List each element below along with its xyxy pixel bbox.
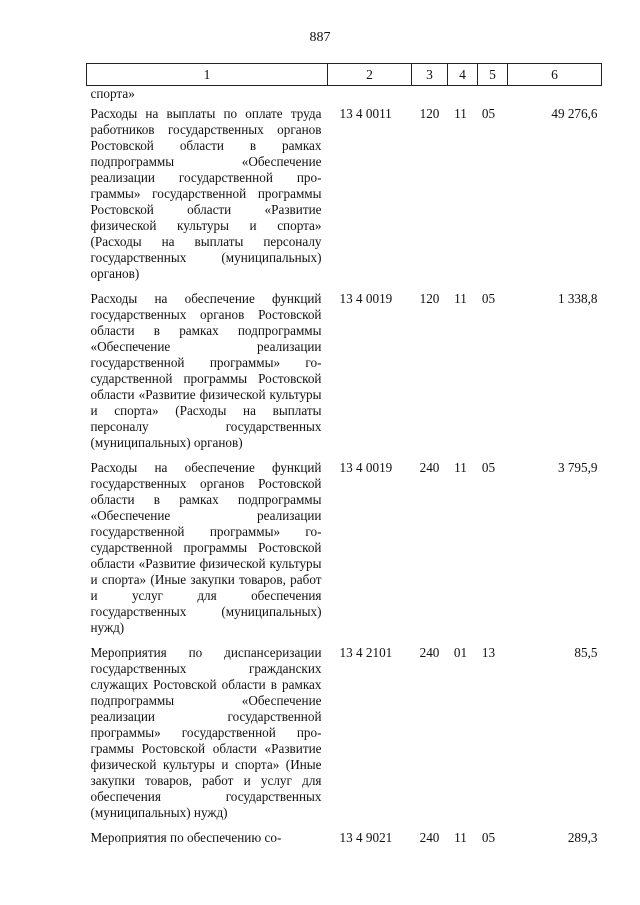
row-name: Расходы на обеспечение функций государственных органов Ростовской области в рамках подпрограммы «Обеспечение реализации государственной программы» государственной программы Ростовской области «Развитие физической культуры и спорта» (Иные закупки товаров, работ и услуг для обеспечения государственных (муниципальных) нужд) [90,460,322,635]
row-vr-code: 240 [419,830,440,845]
row-rz-code: 11 [454,106,467,121]
row-vr-code: 120 [419,106,440,121]
row-amount: 85,5 [574,645,598,660]
budget-table [86,63,602,855]
row-pr-code: 05 [481,830,496,845]
row-rz-code: 01 [453,645,468,660]
row-rz-code: 11 [454,460,467,475]
header-col-2: 2 [328,64,412,86]
table-row [87,645,602,830]
table-row [87,830,602,855]
row-csr-code: 13 4 0019 [339,291,393,306]
header-col-5: 5 [478,64,508,86]
row-amount: 289,3 [567,830,598,845]
row-vr-code: 240 [419,460,440,475]
row-csr-code: 13 4 9021 [339,830,393,845]
table-row [87,291,602,460]
row-name: Расходы на обеспечение функций государственных органов Ростовской области в рамках подпрограммы «Обеспечение реализации государственной программы» государственной программы Ростовской области «Развитие физической культуры и спорта» (Расходы на выплаты персоналу государственных (муниципальных) органов) [90,291,322,450]
table-body [87,86,602,856]
row-pr-code: 05 [481,291,496,306]
row-name: Мероприятия по диспансеризации государственных гражданских служащих Ростовской области в рамках подпрограммы «Обеспечение реализации государственной программы» государственной программы Ростовской области «Развитие физической культуры и спорта» (Иные закупки товаров, работ и услуг для обеспечения государственных (муниципальных) нужд) [90,645,322,820]
row-vr-code: 240 [419,645,440,660]
table-header [87,64,602,86]
row-amount: 3 795,9 [557,460,598,475]
continuation-row [87,86,602,107]
row-csr-code: 13 4 2101 [339,645,393,660]
header-col-6: 6 [508,64,602,86]
table-row [87,106,602,291]
row-amount: 1 338,8 [557,291,598,306]
row-amount: 49 276,6 [551,106,598,121]
row-rz-code: 11 [454,830,467,845]
row-pr-code: 05 [481,106,496,121]
table-row [87,460,602,645]
header-row [87,64,602,86]
header-col-3: 3 [412,64,448,86]
row-pr-code: 05 [481,460,496,475]
row-name: Расходы на выплаты по оплате труда работников государственных органов Ростовской области в рамках подпрограммы «Обеспечение реализации государственной программы» государственной программы Ростовской области «Развитие физической культуры и спорта» (Расходы на выплаты персоналу государственных (муниципальных) органов) [90,106,322,281]
header-col-4: 4 [448,64,478,86]
row-rz-code: 11 [454,291,467,306]
row-csr-code: 13 4 0011 [339,106,392,121]
row-pr-code: 13 [481,645,496,660]
row-name: Мероприятия по обеспечению со- [90,830,282,845]
page-number: 887 [309,30,331,45]
header-col-1: 1 [87,64,328,86]
row-vr-code: 120 [419,291,440,306]
row-csr-code: 13 4 0019 [339,460,393,475]
continuation-text: спорта» [90,86,135,101]
